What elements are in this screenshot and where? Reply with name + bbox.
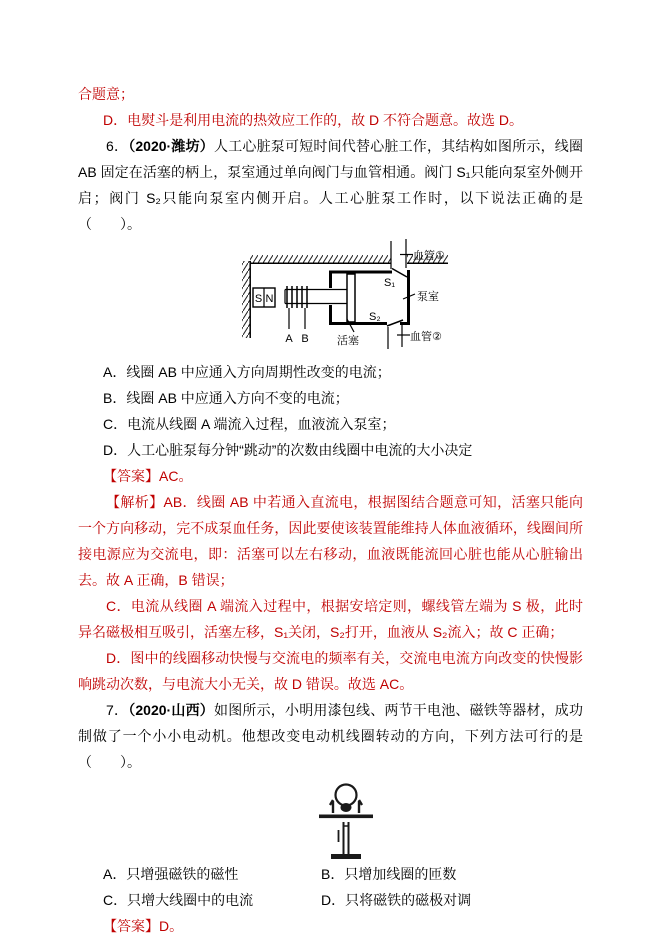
q7-option-c: C．只增大线圈中的电流 <box>103 892 254 908</box>
coil-terminal-a: A <box>285 333 293 345</box>
q6-option-d: D．人工心脏泵每分钟“跳动”的次数由线圈中电流的大小决定 <box>103 442 473 458</box>
q6-option-a: A．线圈 AB 中应通入方向周期性改变的电流； <box>103 364 391 380</box>
magnet-pole-n: N <box>265 293 274 305</box>
q6-analysis-c: C．电流从线圈 A 端流入过程中，根据安培定则，螺线管左端为 S 极，此时异名磁极相互吸引，活塞左移，S₁关闭，S₂打开，血液从 S₂流入；故 C 正确； <box>78 598 583 640</box>
motor-coil <box>336 785 357 813</box>
valve-s1-label: S₁ <box>384 277 396 289</box>
q7-options-row-2 <box>78 887 583 913</box>
q6-option-b: B．线圈 AB 中应通入方向不变的电流； <box>103 390 349 406</box>
q6-stem <box>78 133 583 237</box>
vessel-1 <box>391 239 445 269</box>
q7-option-a: A．只增强磁铁的磁性 <box>103 866 239 882</box>
coil <box>285 286 308 345</box>
piston <box>347 274 355 322</box>
q7-option-d: D．只将磁铁的磁极对调 <box>321 892 472 908</box>
prev-answer-tail: 合题意； <box>78 86 134 102</box>
motor-base <box>331 854 361 859</box>
q7-options-row-1 <box>78 861 583 887</box>
q6-analysis-d: D．图中的线圈移动快慢与交流电的频率有关，交流电电流方向改变的快慢影响跳动次数，与电流大小无关，故 D 错误。故选 AC。 <box>78 650 583 692</box>
q7-number: 7． <box>106 702 129 718</box>
pump-diagram <box>233 239 448 349</box>
q6-source: （2020·潍坊） <box>128 138 214 154</box>
q7-option-b: B．只增加线圈的匝数 <box>321 866 457 882</box>
q6-figure <box>78 237 583 349</box>
q6-answer <box>78 463 583 489</box>
vessel-1-label: 血管① <box>413 250 445 262</box>
piston-rod <box>285 290 347 304</box>
motor-diagram <box>318 778 374 862</box>
q6-options <box>78 359 583 463</box>
q7-figure <box>78 775 583 861</box>
q6-stem-text: 人工心脏泵可短时间代替心脏工作，其结构如图所示，线圈 AB 固定在活塞的柄上，泵室通过单向阀门与血管相通。阀门 S₁只能向泵室外侧开启；阀门 S₂只能向泵室内侧开启。人工心脏泵工作时，以下说法正确的是（ ）。 <box>78 138 583 232</box>
magnet <box>253 288 275 307</box>
motor-axle <box>341 803 352 812</box>
q7-answer-value: D。 <box>159 918 184 934</box>
q6-answer-value: AC。 <box>159 468 193 484</box>
vessel-2 <box>388 325 442 349</box>
q6-answer-label: 【答案】 <box>103 468 159 484</box>
q6-option-c: C．电流从线圈 A 端流入过程，血液流入泵室； <box>103 416 396 432</box>
q7-answer <box>78 913 583 935</box>
q7-source: （2020·山西） <box>128 702 214 718</box>
q6-analysis-ab <box>78 489 583 593</box>
q7-stem <box>78 697 583 775</box>
valve-s2-label: S₂ <box>369 311 381 323</box>
vessel-2-label: 血管② <box>410 331 442 343</box>
q7-stem-text: 如图所示，小明用漆包线、两节干电池、磁铁等器材，成功制做了一个小小电动机。他想改变电动机线圈转动的方向，下列方法可行的是（ ）。 <box>78 702 583 770</box>
magnet-pole-s: S <box>254 293 263 305</box>
coil-terminal-b: B <box>301 333 309 345</box>
q6-analysis-ab-text: AB．线圈 AB 中若通入直流电，根据图结合题意可知，活塞只能向一个方向移动，完不成泵血任务，因此要使该装置能维持人体血液循环，线圈间所接电源应为交流电，即：活塞可以左右移动，血液既能流回心脏也能从心脏输出去。故 A 正确，B 错误； <box>78 494 583 588</box>
prev-answer-option-d: D．电熨斗是利用电流的热效应工作的，故 D 不符合题意。故选 D。 <box>103 112 523 128</box>
piston-label: 活塞 <box>337 335 359 347</box>
q7-answer-label: 【答案】 <box>103 918 159 934</box>
pump-room-label: 泵室 <box>417 291 439 303</box>
q6-number: 6． <box>106 138 129 154</box>
motor-stand <box>319 815 373 860</box>
q6-analysis-label: 【解析】 <box>106 494 164 510</box>
